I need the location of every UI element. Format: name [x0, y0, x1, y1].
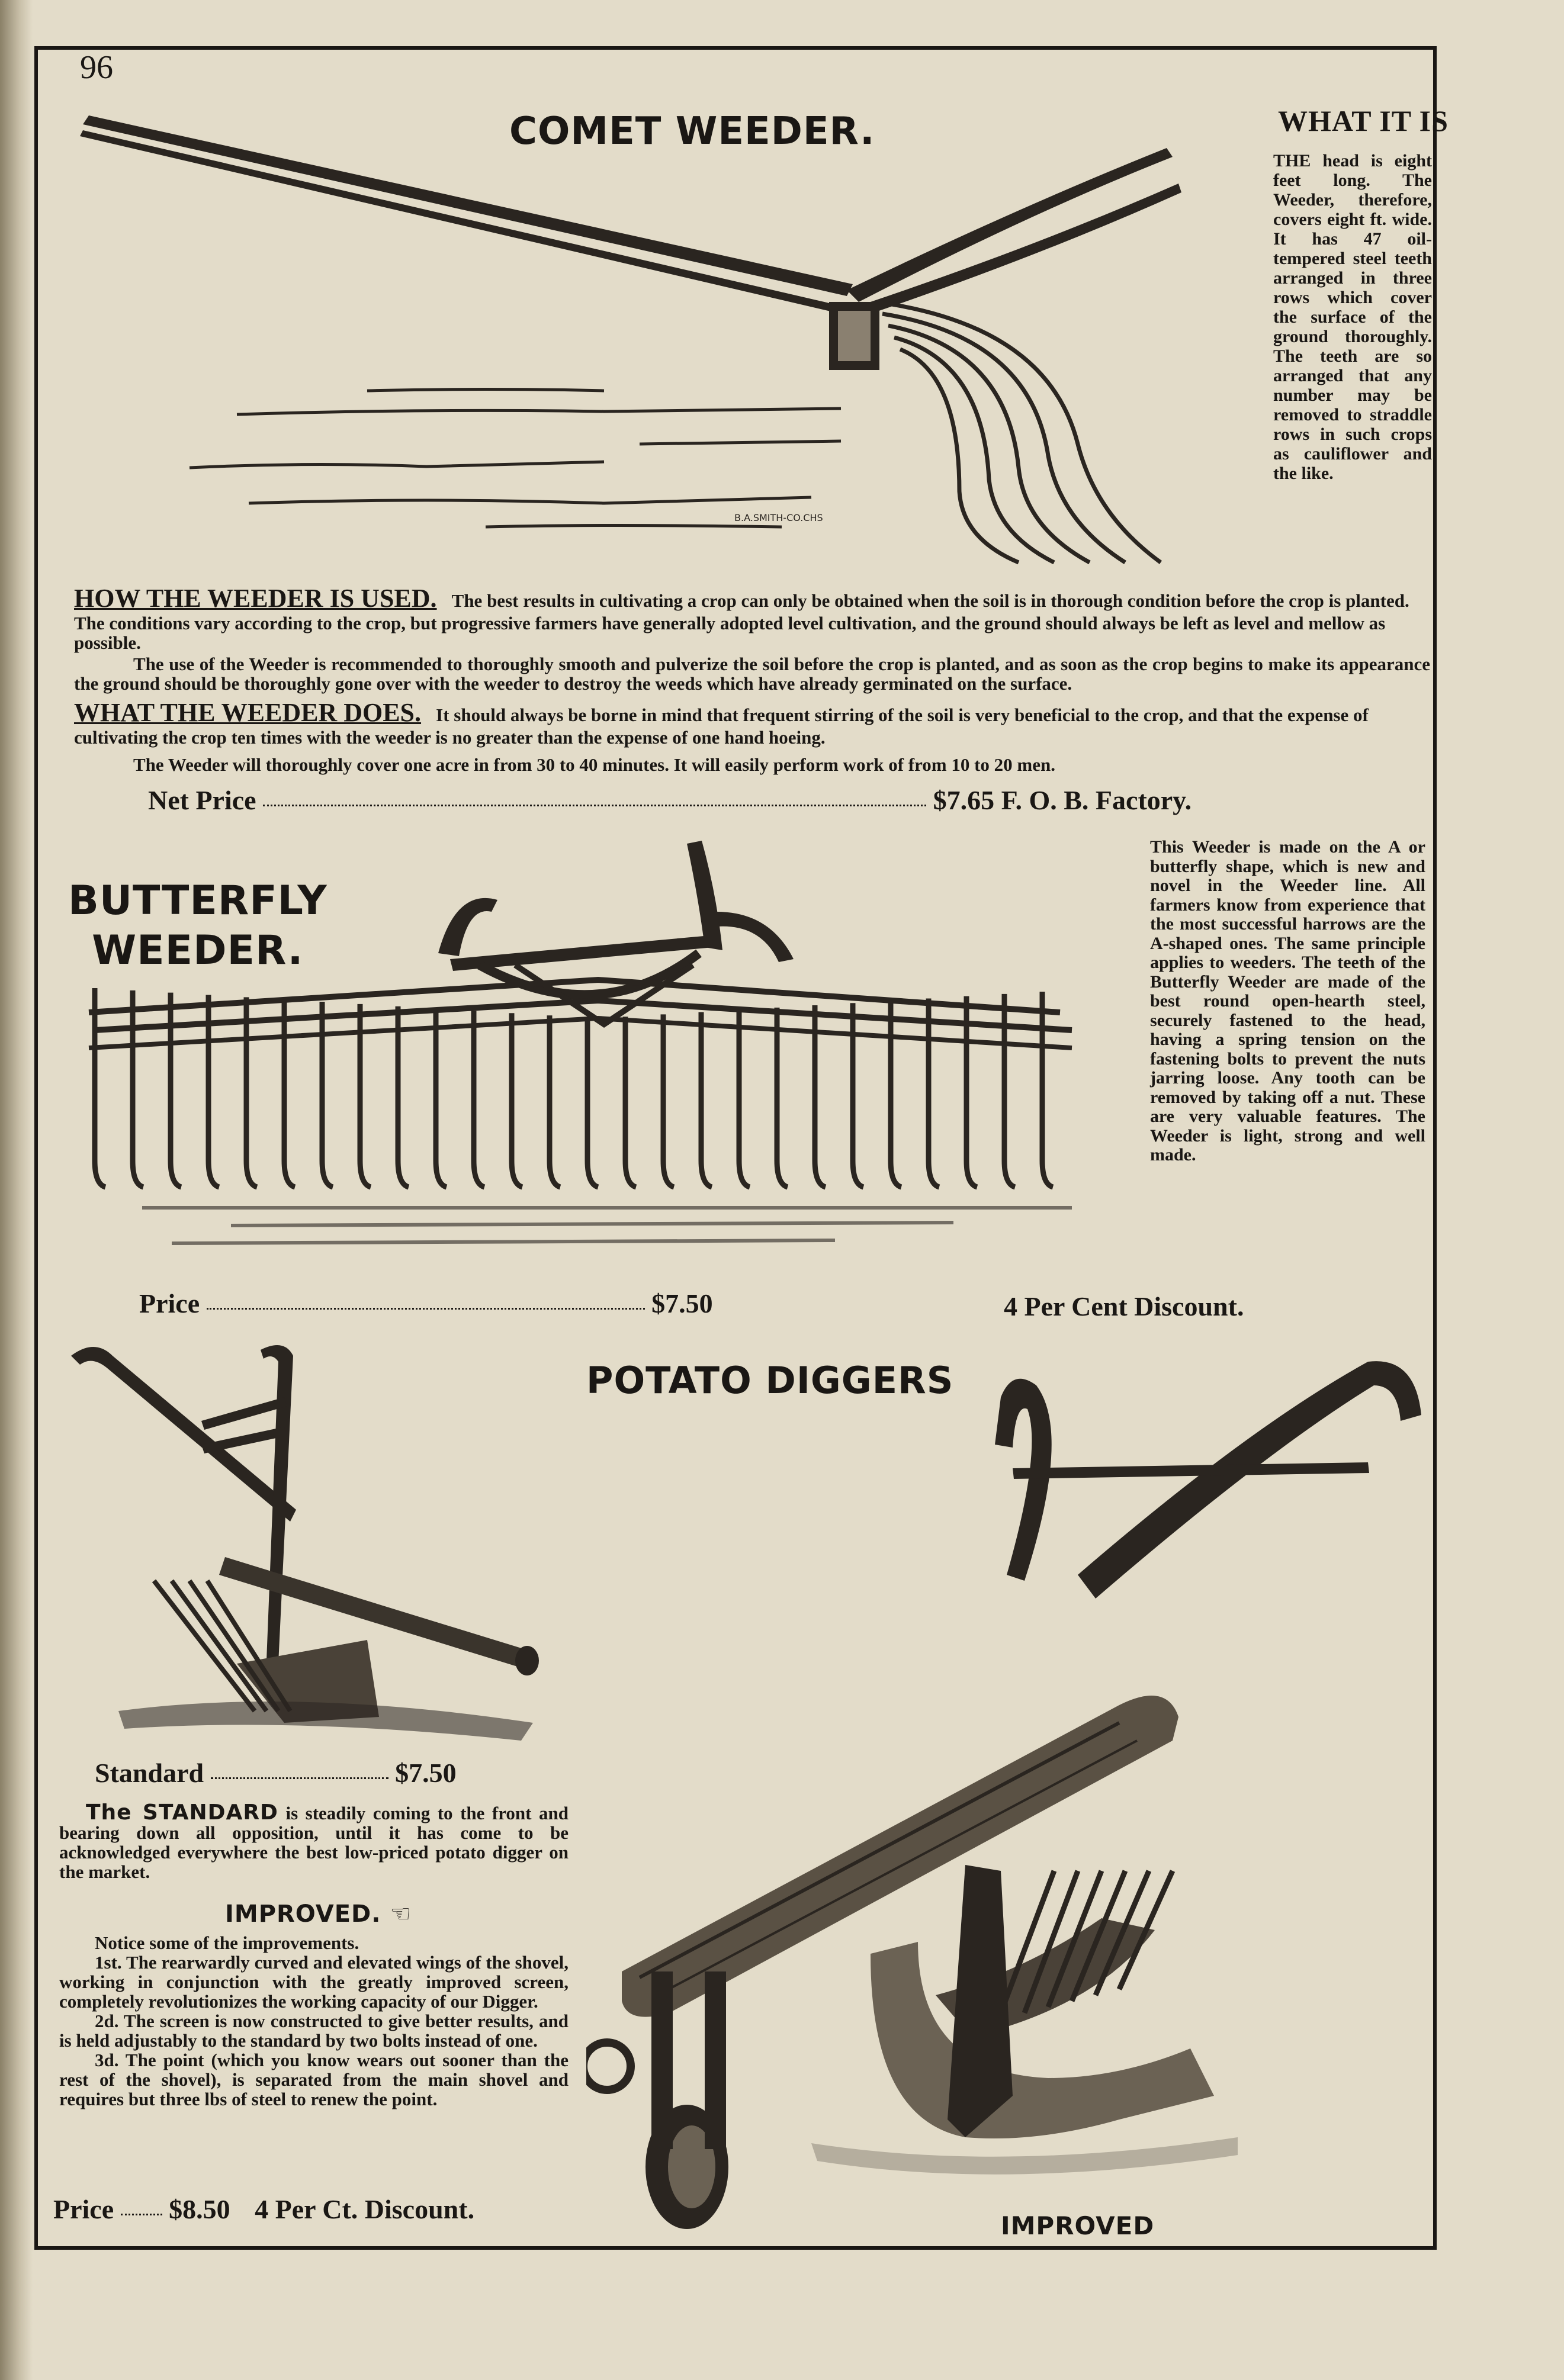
- weeder-tine: [512, 1013, 522, 1187]
- what-it-is-heading: WHAT IT IS: [1278, 104, 1449, 137]
- improved-digger-illustration: [586, 1350, 1433, 2232]
- butterfly-title-line2: WEEDER.: [92, 927, 304, 974]
- standard-digger-illustration: [59, 1332, 557, 1747]
- improved-discount: 4 Per Ct. Discount.: [255, 2194, 475, 2224]
- weeder-tine: [663, 1014, 674, 1187]
- weeder-tine: [398, 1006, 409, 1187]
- engraver-mark: B.A.SMITH-CO.CHS: [734, 512, 823, 523]
- improved-point-3: 3d. The point (which you know wears out sooner than the rest of the shovel), is separated from the main shovel and requires but three lbs of steel to renew the point.: [59, 2050, 569, 2109]
- how-used-paragraph: [74, 583, 1430, 652]
- standard-label: Standard: [95, 1758, 204, 1788]
- standard-text: is steadily coming to the front and bearing down all opposition, until it has come to be acknowledged everywhere the best low-priced potato digger on the market.: [59, 1803, 569, 1882]
- butterfly-description: This Weeder is made on the A or butterfly shape, which is new and novel in the Weeder line. All farmers know from experience that the most successful harrows are the A-shaped ones. The same principle applies to weeders. The teeth of the Butterfly Weeder are made of the best round open-hearth steel, securely fastened to the head, having a spring tension on the fastening bolts to prevent the nuts jarring loose. Any tooth can be removed by taking off a nut. These are very valuable features. The Weeder is light, strong and well made.: [1150, 837, 1425, 1165]
- improved-price-label: Price: [53, 2194, 114, 2224]
- weeder-tine: [625, 1017, 636, 1187]
- weeder-tine: [853, 1003, 863, 1187]
- weeder-tine: [474, 1011, 484, 1187]
- book-binding-edge: [0, 0, 33, 2380]
- what-does-text-2: The Weeder will thoroughly cover one acre in from 30 to 40 minutes. It will easily perform work of from 10 to 20 men.: [133, 754, 1056, 775]
- comet-price-row: [148, 784, 1192, 816]
- butterfly-title-line1: BUTTERFLY: [68, 877, 327, 924]
- weeder-tine: [587, 1018, 598, 1187]
- improved-description: [59, 1933, 569, 2109]
- weeder-tine: [739, 1010, 750, 1187]
- what-it-is-text: THE head is eight feet long. The Weeder, therefore, covers eight ft. wide. It has 47 oil-tempered steel teeth arranged in three rows which cover the surface of the ground thoroughly. The teeth are so arranged that any number may be removed to straddle rows in such crops as cauliflower and the like.: [1273, 151, 1432, 483]
- weeder-tine: [929, 999, 939, 1187]
- comet-weeder-illustration: [71, 112, 1196, 574]
- comet-price-value: $7.65 F. O. B. Factory.: [933, 785, 1192, 815]
- butterfly-weeder-illustration: [65, 829, 1125, 1255]
- standard-lead: The STANDARD: [86, 1800, 278, 1825]
- weeder-tine: [550, 1015, 560, 1187]
- pointing-hand-icon: ☜: [390, 1900, 412, 1928]
- improved-caption: IMPROVED: [1001, 2211, 1155, 2240]
- weeder-tine: [1004, 994, 1015, 1187]
- improved-heading-text: IMPROVED.: [225, 1900, 381, 1928]
- weeder-tine: [284, 999, 295, 1187]
- improved-price-row: [53, 2194, 474, 2225]
- what-does-paragraph: [74, 697, 1430, 747]
- how-used-text-2: The use of the Weeder is recommended to thoroughly smooth and pulverize the soil before the crop is planted, and as soon as the crop begins to make its appearance the ground should be thoroughly gone over with the weeder to destroy the weeds which have already germinated on the surface.: [74, 654, 1430, 694]
- standard-description: [59, 1800, 569, 1882]
- potato-diggers-title: POTATO DIGGERS: [586, 1359, 954, 1402]
- how-used-text: The best results in cultivating a crop can only be obtained when the soil is in thorough condition before the crop is planted. The conditions vary according to the crop, but progressive farmers have generally adopted level cultivation, and the ground should always be left as level and mellow as possible.: [74, 590, 1409, 653]
- butterfly-price-label: Price: [139, 1288, 200, 1318]
- weeder-tine: [246, 997, 257, 1187]
- what-does-text: It should always be borne in mind that frequent stirring of the soil is very beneficial to the crop, and that the expense of cultivating the crop ten times with the weeder is no greater than the expense of one hand hoeing.: [74, 705, 1369, 748]
- weeder-tine: [171, 993, 181, 1187]
- weeder-tine: [777, 1008, 788, 1187]
- weeder-tine: [133, 990, 143, 1187]
- butterfly-price-row: [139, 1288, 713, 1319]
- what-does-heading: WHAT THE WEEDER DOES.: [74, 698, 422, 727]
- weeder-tine: [436, 1009, 447, 1187]
- improved-price: $8.50: [169, 2194, 230, 2224]
- improved-point-1: 1st. The rearwardly curved and elevated wings of the shovel, working in conjunction with the greatly improved screen, completely revolutionizes the working capacity of our Digger.: [59, 1952, 569, 2012]
- butterfly-discount: 4 Per Cent Discount.: [1004, 1291, 1244, 1321]
- comet-weeder-title: COMET WEEDER.: [509, 110, 875, 153]
- standard-price: $7.50: [395, 1758, 457, 1788]
- page-number: 96: [80, 49, 113, 86]
- standard-price-row: [95, 1757, 457, 1789]
- how-used-heading: HOW THE WEEDER IS USED.: [74, 584, 437, 613]
- comet-price-label: Net Price: [148, 785, 256, 815]
- improved-point-2: 2d. The screen is now constructed to give better results, and is held adjustably to the standard by two bolts instead of one.: [59, 2011, 569, 2051]
- weeder-tine: [322, 1002, 333, 1187]
- improved-intro: Notice some of the improvements.: [95, 1932, 359, 1953]
- improved-heading: [225, 1900, 412, 1928]
- weeder-tine: [891, 1001, 901, 1187]
- weeder-tine: [1042, 992, 1053, 1187]
- weeder-tine: [701, 1012, 712, 1187]
- weeder-tine: [95, 988, 105, 1187]
- butterfly-price-value: $7.50: [651, 1288, 713, 1318]
